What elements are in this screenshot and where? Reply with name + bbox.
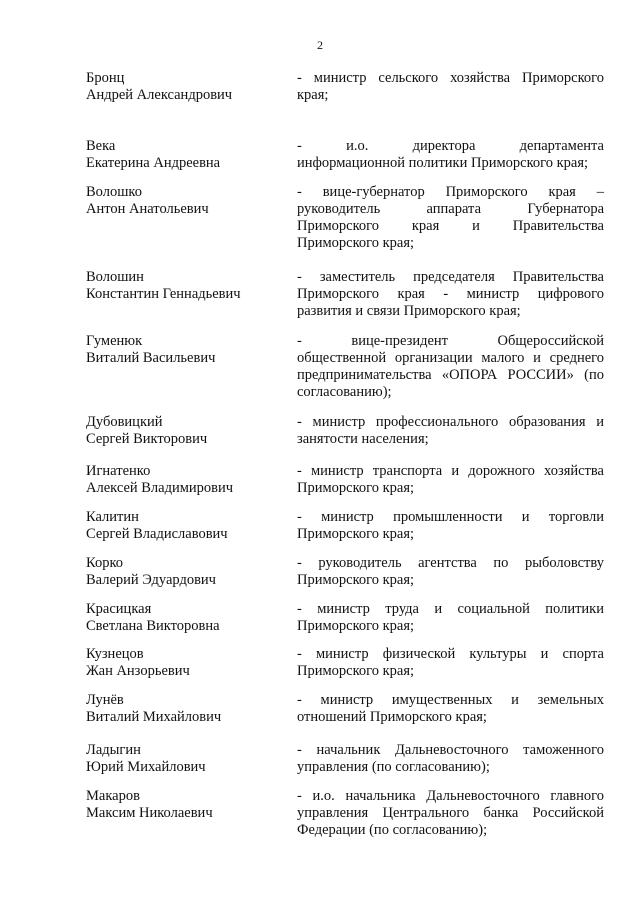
member-name: [86, 788, 286, 822]
role-line: предпринимательства «ОПОРА РОССИИ» (по: [297, 367, 604, 383]
role-line: управления Центрального банка Российской: [297, 805, 604, 821]
member-surname: Гуменюк: [86, 333, 143, 349]
role-line: Приморского края и Правительства: [297, 218, 604, 234]
role-line: - министр имущественных и земельных: [297, 692, 604, 708]
role-line: - начальник Дальневосточного таможенного: [297, 742, 604, 758]
member-name: [86, 70, 286, 104]
member-given-names: Виталий Михайлович: [86, 709, 222, 725]
role-line: Приморского края;: [297, 618, 415, 634]
member-given-names: Сергей Викторович: [86, 431, 208, 447]
member-given-names: Екатерина Андреевна: [86, 155, 221, 171]
role-line: - вице-губернатор Приморского края –: [297, 184, 604, 200]
member-given-names: Валерий Эдуардович: [86, 572, 216, 588]
member-surname: Лунёв: [86, 692, 124, 708]
member-name: [86, 138, 286, 172]
member-name: [86, 509, 286, 543]
member-name: [86, 463, 286, 497]
role-line: - и.о. директора департамента: [297, 138, 604, 154]
role-line: - заместитель председателя Правительства: [297, 269, 604, 285]
member-surname: Века: [86, 138, 116, 154]
role-line: края;: [297, 87, 329, 103]
member-surname: Волошин: [86, 269, 144, 285]
member-role: [297, 646, 604, 680]
member-role: [297, 138, 604, 172]
role-line: - и.о. начальника Дальневосточного главного: [297, 788, 604, 804]
member-name: [86, 333, 286, 367]
role-line: - министр труда и социальной политики: [297, 601, 604, 617]
role-line: Федерации (по согласованию);: [297, 822, 488, 838]
member-role: [297, 788, 604, 839]
role-line: согласованию);: [297, 384, 392, 400]
role-line: общественной организации малого и среднего: [297, 350, 604, 366]
role-line: Приморского края;: [297, 526, 415, 542]
member-surname: Волошко: [86, 184, 142, 200]
member-given-names: Алексей Владимирович: [86, 480, 234, 496]
member-given-names: Максим Николаевич: [86, 805, 213, 821]
member-name: [86, 692, 286, 726]
member-given-names: Виталий Васильевич: [86, 350, 216, 366]
member-role: [297, 333, 604, 401]
role-line: развития и связи Приморского края;: [297, 303, 521, 319]
member-given-names: Светлана Викторовна: [86, 618, 220, 634]
member-role: [297, 601, 604, 635]
member-given-names: Юрий Михайлович: [86, 759, 206, 775]
member-surname: Бронц: [86, 70, 125, 86]
member-name: [86, 601, 286, 635]
member-surname: Корко: [86, 555, 124, 571]
role-line: Приморского края;: [297, 235, 415, 251]
member-name: [86, 414, 286, 448]
role-line: - вице-президент Общероссийской: [297, 333, 604, 349]
member-role: [297, 692, 604, 726]
member-name: [86, 269, 286, 303]
role-line: управления (по согласованию);: [297, 759, 490, 775]
member-name: [86, 184, 286, 218]
role-line: Приморского края;: [297, 572, 415, 588]
member-surname: Макаров: [86, 788, 140, 804]
member-given-names: Константин Геннадьевич: [86, 286, 241, 302]
member-given-names: Антон Анатольевич: [86, 201, 209, 217]
member-surname: Калитин: [86, 509, 139, 525]
member-surname: Красицкая: [86, 601, 152, 617]
role-line: - министр транспорта и дорожного хозяйства: [297, 463, 604, 479]
member-role: [297, 463, 604, 497]
role-line: Приморского края;: [297, 480, 415, 496]
member-surname: Дубовицкий: [86, 414, 163, 430]
member-given-names: Сергей Владиславович: [86, 526, 228, 542]
role-line: занятости населения;: [297, 431, 429, 447]
member-name: [86, 742, 286, 776]
member-role: [297, 555, 604, 589]
role-line: - министр сельского хозяйства Приморского: [297, 70, 604, 86]
member-given-names: Андрей Александрович: [86, 87, 233, 103]
member-surname: Игнатенко: [86, 463, 151, 479]
page-number: 2: [317, 38, 323, 52]
role-line: информационной политики Приморского края;: [297, 155, 589, 171]
member-role: [297, 509, 604, 543]
member-role: [297, 184, 604, 252]
role-line: Приморского края;: [297, 663, 415, 679]
member-role: [297, 414, 604, 448]
member-role: [297, 70, 604, 104]
role-line: - министр промышленности и торговли: [297, 509, 604, 525]
role-line: руководитель аппарата Губернатора: [297, 201, 604, 217]
role-line: Приморского края - министр цифрового: [297, 286, 604, 302]
member-surname: Кузнецов: [86, 646, 144, 662]
role-line: - министр физической культуры и спорта: [297, 646, 604, 662]
member-role: [297, 742, 604, 776]
member-name: [86, 646, 286, 680]
member-surname: Ладыгин: [86, 742, 141, 758]
member-role: [297, 269, 604, 320]
role-line: отношений Приморского края;: [297, 709, 487, 725]
role-line: - министр профессионального образования и: [297, 414, 604, 430]
member-given-names: Жан Анзорьевич: [86, 663, 190, 679]
member-name: [86, 555, 286, 589]
role-line: - руководитель агентства по рыболовству: [297, 555, 604, 571]
